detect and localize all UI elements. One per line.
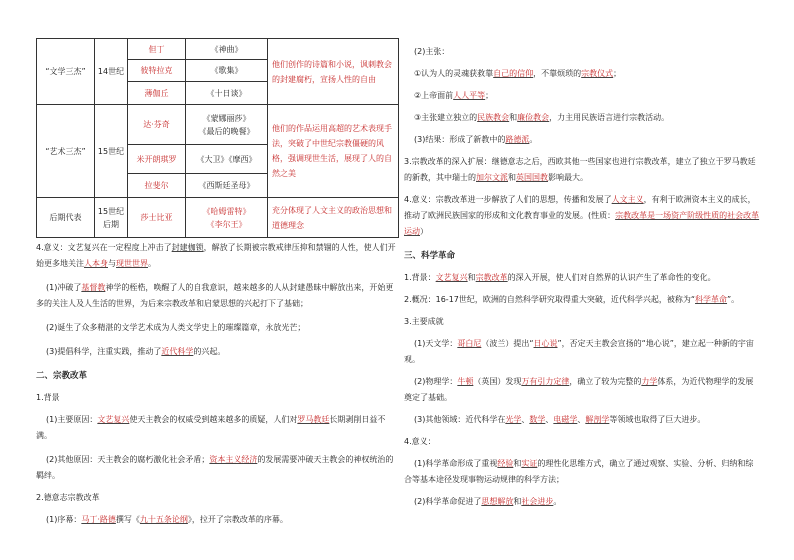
text: 等领域也取得了巨大进步。 — [609, 415, 706, 424]
text: (2)物理学： — [414, 377, 458, 386]
text: (1)冲破了 — [46, 283, 82, 292]
text: ； — [485, 91, 494, 100]
work-title: 《西斯廷圣母》 — [186, 174, 268, 198]
person-name: 米开朗琪罗 — [128, 145, 186, 174]
answer: 民族教会 — [477, 113, 510, 122]
text: ，不靠烦琐的 — [533, 69, 582, 78]
paragraph — [404, 110, 760, 126]
text: 和 — [513, 459, 522, 468]
answer: 经验 — [497, 459, 514, 468]
text: (1)序幕： — [46, 515, 82, 524]
text: 》，拉开了宗教改革的序幕。 — [187, 515, 288, 524]
text: 3.宗教改革的深入扩展：继德意志之后，西欧其他一些国家也进行宗教改革，建立了独立于罗马教廷的新教，其中瑞士的 — [404, 157, 756, 182]
paragraph — [36, 240, 398, 272]
text: 撰写《 — [115, 515, 140, 524]
answer: 基督教 — [81, 283, 106, 292]
answer: 近代科学 — [161, 347, 194, 356]
answer: 人人平等 — [453, 91, 486, 100]
text: 长期剥削日益不满。 — [36, 415, 386, 440]
group-name: “文学三杰” — [37, 39, 95, 105]
work-title — [186, 105, 268, 145]
answer: 文艺复兴 — [97, 415, 130, 424]
text: 和 — [513, 497, 522, 506]
paragraph — [36, 452, 398, 484]
text: （波兰）提出“ — [481, 339, 534, 348]
text: ②上帝面前 — [414, 91, 454, 100]
text: ，力主用民族语言进行宗教活动。 — [549, 113, 670, 122]
answer: 现世世界 — [116, 259, 148, 268]
paragraph — [404, 336, 760, 368]
answer: 牛顿 — [457, 377, 474, 386]
text: 体系，为近代物理学的发展奠定了基础。 — [404, 377, 754, 402]
text: 1.背景： — [404, 273, 436, 282]
text: 影响最大。 — [548, 173, 588, 182]
group-time: 15世纪 — [95, 105, 128, 198]
person-name: 拉斐尔 — [128, 174, 186, 198]
paragraph — [404, 132, 760, 148]
section-heading: 三、科学革命 — [404, 251, 456, 261]
text: 、 — [577, 415, 586, 424]
answer: 万有引力定律 — [521, 377, 570, 386]
text: 。 — [529, 135, 538, 144]
group-description: 他们的作品运用高超的艺术表现手法，突破了中世纪宗教僵硬的风格，强调现世生活，展现了人的自然之美 — [268, 105, 399, 198]
person-name: 但丁 — [128, 39, 186, 60]
text: 与 — [108, 259, 116, 268]
renaissance-table — [36, 38, 399, 238]
paragraph — [404, 292, 760, 308]
table-row — [37, 39, 399, 60]
text: ，确立了较为完整的 — [569, 377, 642, 386]
paragraph — [404, 412, 760, 428]
group-description: 他们创作的诗篇和小说，讽刺教会的封建腐朽，宣扬人性的自由 — [268, 39, 399, 105]
answer: 资本主义经济 — [209, 455, 258, 464]
answer: 思想解放 — [481, 497, 514, 506]
answer: 封建枷锁 — [171, 243, 204, 252]
left-text — [36, 240, 398, 528]
paragraph — [36, 280, 398, 312]
paragraph — [36, 512, 398, 528]
group-time: 14世纪 — [95, 39, 128, 105]
person-name: 彼特拉克 — [128, 60, 186, 82]
paragraph — [404, 456, 760, 488]
answer: 九十五条论纲 — [139, 515, 188, 524]
paragraph: (2)诞生了众多精湛的文学艺术成为人类文学史上的璀璨篇章，永放光芒； — [46, 323, 306, 332]
text: （英国）发现 — [473, 377, 522, 386]
answer: 加尔文派 — [476, 173, 508, 182]
text: 4.意义：宗教改革进一步解放了人们的思想，传播和发展了 — [404, 195, 612, 204]
answer: 自己的信仰 — [493, 69, 534, 78]
group-description: 充分体现了人文主义的政治思想和道德理念 — [268, 198, 399, 238]
group-name: 后期代表 — [37, 198, 95, 238]
text: ，解放了长期被宗教戒律压抑和禁锢的人性，使人们开始更多地关注 — [36, 243, 396, 268]
answer: 光学 — [505, 415, 522, 424]
paragraph — [404, 66, 760, 82]
table-row — [37, 105, 399, 145]
answer: 实证 — [521, 459, 538, 468]
text: 2.概况：16-17世纪，欧洲的自然科学研究取得重大突破，近代科学兴起，被称为“ — [404, 295, 696, 304]
right-column — [404, 44, 760, 510]
answer: 廉俭教会 — [517, 113, 550, 122]
work-title-line: 《最后的晚餐》 — [198, 126, 255, 136]
work-title: 《十日谈》 — [186, 82, 268, 105]
table-row — [37, 198, 399, 238]
text: 、 — [545, 415, 554, 424]
answer: 力学 — [641, 377, 658, 386]
text: (2)其他原因：天主教会的腐朽激化社会矛盾； — [46, 455, 210, 464]
answer: 人本身 — [84, 259, 108, 268]
text: (1)主要原因： — [46, 415, 98, 424]
group-name: “艺术三杰” — [37, 105, 95, 198]
work-title — [186, 198, 268, 238]
answer: 路德派 — [505, 135, 530, 144]
paragraph — [36, 412, 398, 444]
person-name: 达·芬奇 — [128, 105, 186, 145]
work-title-line: 《蒙娜丽莎》 — [202, 113, 251, 123]
answer: 宗教改革 — [475, 273, 508, 282]
work-title: 《大卫》《摩西》 — [186, 145, 268, 174]
paragraph — [404, 154, 760, 186]
answer: 科学革命 — [695, 295, 728, 304]
text: 的发展需要冲破天主教会的神权统治的羁绊。 — [36, 455, 394, 480]
answer: 宗教仪式 — [581, 69, 614, 78]
paragraph — [36, 344, 398, 360]
text: (2)科学革命促进了 — [414, 497, 482, 506]
answer: 社会进步 — [521, 497, 554, 506]
text: ） — [420, 227, 428, 236]
text: (3)其他领域：近代科学在 — [414, 415, 506, 424]
subheading: (2)主张： — [414, 47, 450, 56]
text: (3)提倡科学，注重实践，推动了 — [46, 347, 162, 356]
answer: 文艺复兴 — [435, 273, 468, 282]
text: ，有利于欧洲资本主义的成长，推动了欧洲民族国家的形成和文化教育事业的发展。(性质： — [404, 195, 756, 220]
work-title-line: 《哈姆雷特》 — [202, 206, 251, 216]
subheading: 4.意义： — [404, 437, 436, 446]
subheading: 3.主要成就 — [404, 317, 444, 326]
paragraph — [404, 494, 760, 510]
answer: 日心说 — [533, 339, 558, 348]
text: 和 — [467, 273, 476, 282]
text: (1)天文学： — [414, 339, 458, 348]
section-heading: 二、宗教改革 — [36, 371, 88, 381]
text: 神学的桎梏，唤醒了人的自我意识，越来越多的人从封建愚昧中解放出来，开始更多的关注人及人生活的世界，为后来宗教改革和启蒙思想的兴起打下了基础； — [36, 283, 394, 308]
answer: 哥白尼 — [457, 339, 482, 348]
answer: 人文主义 — [611, 195, 644, 204]
answer: 宗教改革是一场资产阶级性质的社会改革运动 — [404, 211, 760, 236]
paragraph — [404, 374, 760, 406]
answer: 罗马教廷 — [297, 415, 330, 424]
text: 和 — [508, 173, 516, 182]
answer: 电磁学 — [553, 415, 578, 424]
work-title: 《歌集》 — [186, 60, 268, 82]
subheading: 2.德意志宗教改革 — [36, 493, 100, 502]
work-title-line: 《李尔王》 — [206, 219, 247, 229]
group-time: 15世纪后期 — [95, 198, 128, 238]
text: (1)科学革命形成了重视 — [414, 459, 498, 468]
answer: 数学 — [529, 415, 546, 424]
text: 的兴起。 — [193, 347, 226, 356]
text: (3)结果：形成了新教中的 — [414, 135, 506, 144]
text: 的理性化思维方式，确立了通过观察、实验、分析、归纳和综合等基本途径发现事物运动规律的科学方法； — [404, 459, 754, 484]
paragraph — [404, 192, 760, 240]
subheading: 1.背景 — [36, 393, 60, 402]
person-name: 莎士比亚 — [128, 198, 186, 238]
text: 使天主教会的权威受到越来越多的质疑，人们对 — [129, 415, 298, 424]
answer: 英国国教 — [516, 173, 548, 182]
text: ”。 — [727, 295, 740, 304]
text: 4.意义：文艺复兴在一定程度上冲击了 — [36, 243, 172, 252]
text: 和 — [509, 113, 518, 122]
paragraph — [404, 270, 760, 286]
work-title: 《神曲》 — [186, 39, 268, 60]
text: 、 — [521, 415, 530, 424]
text: 。 — [148, 259, 156, 268]
text: 。 — [553, 497, 562, 506]
text: ； — [613, 69, 622, 78]
text: ③主张建立独立的 — [414, 113, 478, 122]
text: ”，否定天主教会宣扬的“地心说”，建立起一种新的宇宙观。 — [404, 339, 754, 364]
text: 的深入开展，使人们对自然界的认识产生了革命性的变化。 — [507, 273, 716, 282]
left-column — [36, 38, 398, 528]
answer: 解剖学 — [585, 415, 610, 424]
paragraph — [404, 88, 760, 104]
text: ①认为人的灵魂获救靠 — [414, 69, 494, 78]
answer: 马丁·路德 — [81, 515, 116, 524]
person-name: 薄伽丘 — [128, 82, 186, 105]
